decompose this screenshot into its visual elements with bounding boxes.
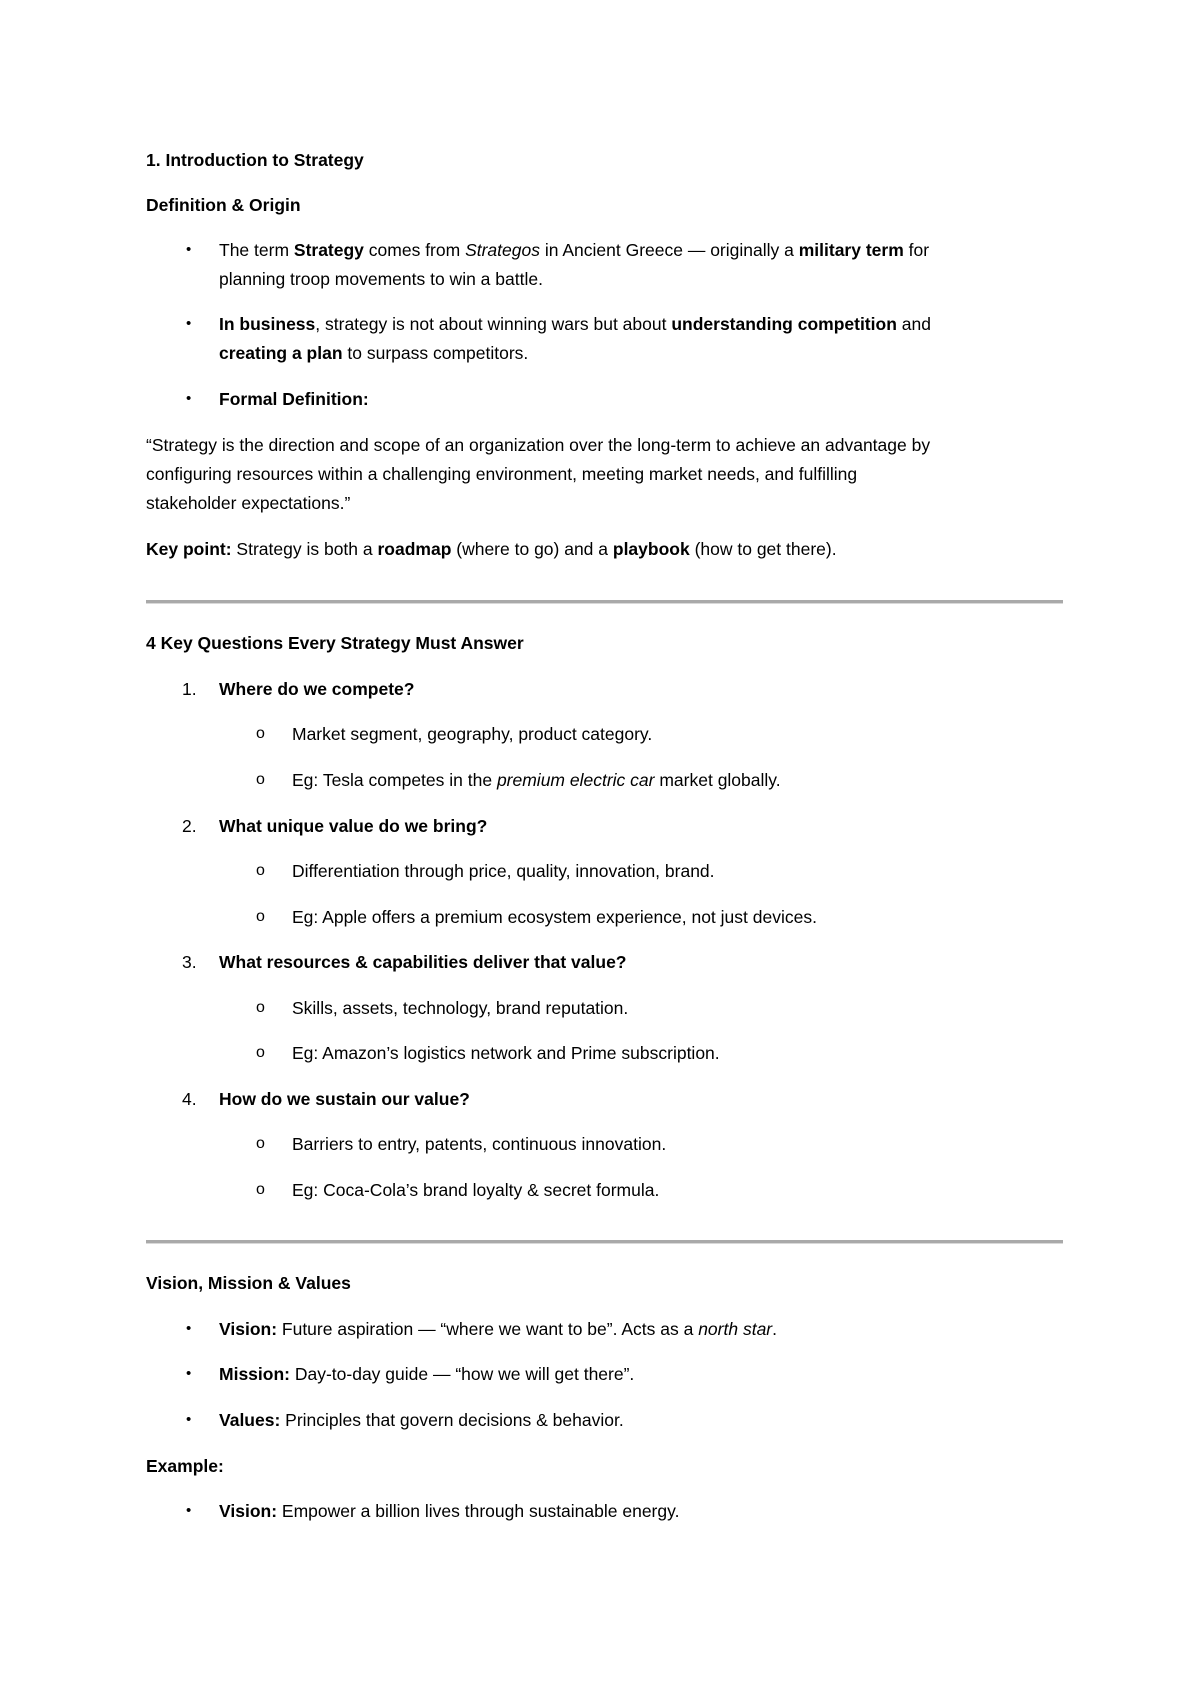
question-resources-capabilities: What resources & capabilities deliver that value? — [219, 952, 627, 972]
formal-definition-quote-line3: stakeholder expectations.” — [146, 493, 351, 513]
question-sustain-value: How do we sustain our value? — [219, 1089, 470, 1109]
sub-bullet-marker: o — [256, 908, 265, 925]
sub-bullet-text: Differentiation through price, quality, innovation, brand. — [292, 861, 715, 881]
section-heading-vision-mission-values: Vision, Mission & Values — [146, 1273, 351, 1293]
section-heading-key-questions: 4 Key Questions Every Strategy Must Answer — [146, 633, 524, 653]
sub-bullet-marker: o — [256, 999, 265, 1016]
sub-bullet-text: Barriers to entry, patents, continuous innovation. — [292, 1134, 667, 1154]
sub-bullet-example: Eg: Apple offers a premium ecosystem experience, not just devices. — [292, 907, 817, 927]
bullet-mission: Mission: Day-to-day guide — “how we will get there”. — [219, 1364, 635, 1384]
bullet-marker: • — [186, 315, 192, 332]
formal-definition-quote-line2: configuring resources within a challenging environment, meeting market needs, and fulfilling — [146, 464, 858, 484]
example-label: Example: — [146, 1456, 224, 1476]
sub-bullet-text: Skills, assets, technology, brand reputation. — [292, 998, 629, 1018]
section-heading-introduction: 1. Introduction to Strategy — [146, 150, 364, 170]
bullet-marker: • — [186, 390, 192, 407]
bullet-in-business-line1: In business, strategy is not about winning wars but about understanding competition and — [219, 314, 931, 334]
sub-bullet-marker: o — [256, 725, 265, 742]
bullet-marker: • — [186, 1411, 192, 1428]
horizontal-rule — [146, 1240, 1063, 1244]
sub-bullet-example: Eg: Coca-Cola’s brand loyalty & secret formula. — [292, 1180, 660, 1200]
bullet-strategy-origin-line2: planning troop movements to win a battle. — [219, 269, 543, 289]
bullet-formal-definition: Formal Definition: — [219, 389, 369, 409]
sub-bullet-example: Eg: Amazon’s logistics network and Prime subscription. — [292, 1043, 720, 1063]
formal-definition-quote-line1: “Strategy is the direction and scope of an organization over the long-term to achieve an advantage by — [146, 435, 931, 455]
sub-bullet-marker: o — [256, 1181, 265, 1198]
sub-bullet-marker: o — [256, 1044, 265, 1061]
question-number: 4. — [182, 1089, 197, 1109]
bullet-values: Values: Principles that govern decisions & behavior. — [219, 1410, 624, 1430]
bullet-marker: • — [186, 1320, 192, 1337]
key-point-paragraph: Key point: Strategy is both a roadmap (where to go) and a playbook (how to get there). — [146, 539, 837, 559]
question-number: 1. — [182, 679, 197, 699]
subheading-definition-origin: Definition & Origin — [146, 195, 301, 215]
question-number: 2. — [182, 816, 197, 836]
sub-bullet-marker: o — [256, 771, 265, 788]
question-number: 3. — [182, 952, 197, 972]
sub-bullet-marker: o — [256, 862, 265, 879]
question-where-compete: Where do we compete? — [219, 679, 415, 699]
bullet-example-vision: Vision: Empower a billion lives through sustainable energy. — [219, 1501, 680, 1521]
bullet-marker: • — [186, 1365, 192, 1382]
bullet-marker: • — [186, 1502, 192, 1519]
bullet-in-business-line2: creating a plan to surpass competitors. — [219, 343, 529, 363]
bullet-strategy-origin-line1: The term Strategy comes from Strategos in Ancient Greece — originally a military term for — [219, 240, 930, 260]
question-unique-value: What unique value do we bring? — [219, 816, 488, 836]
sub-bullet-marker: o — [256, 1135, 265, 1152]
horizontal-rule — [146, 600, 1063, 604]
bullet-vision: Vision: Future aspiration — “where we want to be”. Acts as a north star. — [219, 1319, 778, 1339]
sub-bullet-text: Market segment, geography, product category. — [292, 724, 653, 744]
bullet-marker: • — [186, 241, 192, 258]
sub-bullet-example: Eg: Tesla competes in the premium electric car market globally. — [292, 770, 781, 790]
